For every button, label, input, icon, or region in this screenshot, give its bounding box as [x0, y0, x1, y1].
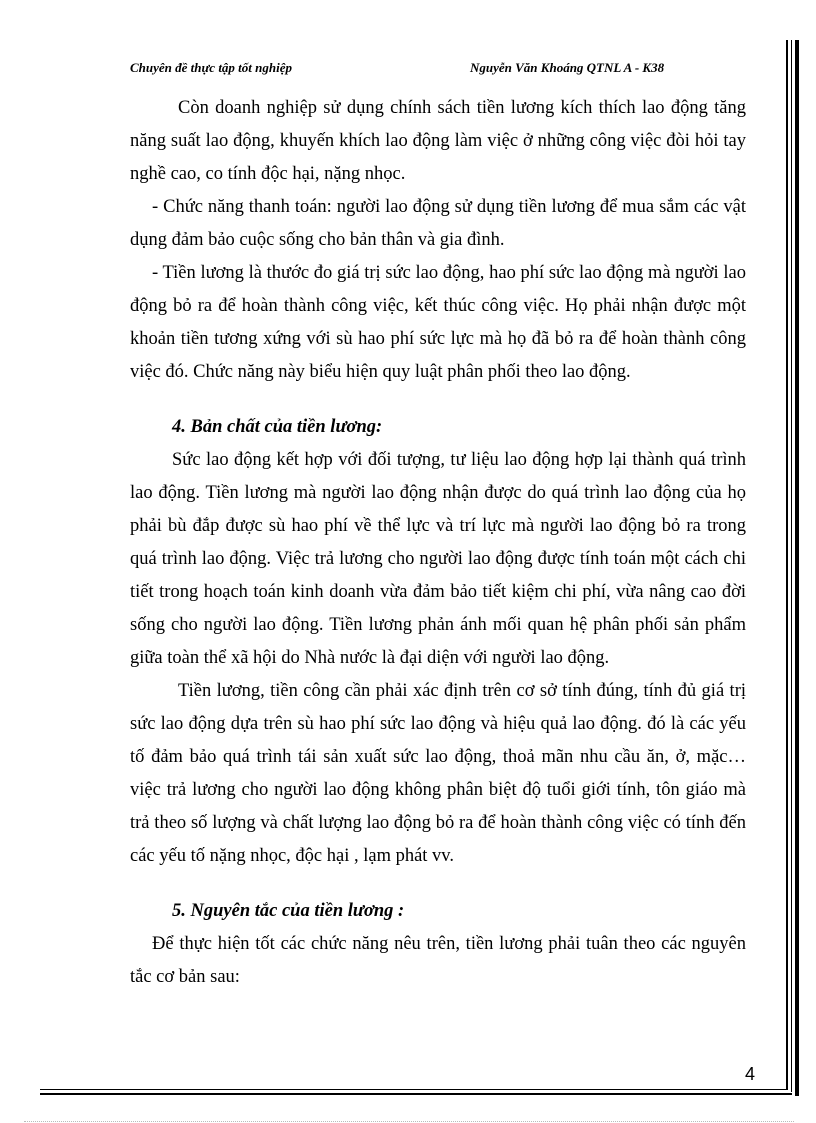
page-border-bottom-2	[40, 1093, 792, 1095]
header-right: Nguyễn Văn Khoáng QTNL A - K38	[470, 60, 665, 75]
spacer	[130, 873, 746, 895]
spacer	[130, 389, 746, 411]
paragraph-4: Sức lao động kết hợp với đối tượng, tư liệu lao động hợp lại thành quá trình lao động. Tiền lương mà người lao động nhận được do quá trình lao động của họ phải bù đắp được sù hao phí về thể lực và trí lực mà người lao động bỏ ra trong quá trình lao động. Việc trả lương cho người lao động được tính toán một cách chi tiết trong hoạch toán kinh doanh vừa đảm bảo tiết kiệm chi phí, vừa nâng cao đời sống cho người lao động. Tiền lương phản ánh mối quan hệ phân phối sản phẩm giữa toàn thể xã hội do Nhà nước là đại diện với người lao động.	[130, 450, 746, 668]
section-heading-4: 4. Bản chất của tiền lương:	[172, 417, 383, 437]
document-body	[130, 92, 746, 994]
paragraph-1: Còn doanh nghiệp sử dụng chính sách tiền lương kích thích lao động tăng năng suất lao động, khuyến khích lao động làm việc ở những công việc đòi hỏi tay nghề cao, co tính độc hại, nặng nhọc.	[130, 98, 746, 184]
page-border-bottom-1	[40, 1089, 788, 1090]
page-border-right-2	[791, 40, 792, 1092]
header-left: Chuyên đề thực tập tốt nghiệp	[130, 60, 292, 75]
page-border-right-3	[795, 40, 799, 1096]
paragraph-3: - Tiền lương là thước đo giá trị sức lao động, hao phí sức lao động mà người lao động bỏ ra để hoàn thành công việc, kết thúc công việc. Họ phải nhận được một khoản tiền tương xứng với sù hao phí sức lực mà họ đã bỏ ra để hoàn thành công việc đó. Chức năng này biểu hiện quy luật phân phối theo lao động.	[130, 263, 746, 382]
paragraph-5: Tiền lương, tiền công cần phải xác định trên cơ sở tính đúng, tính đủ giá trị sức lao động dựa trên sù hao phí sức lao động và hiệu quả lao động. đó là các yếu tố đảm bảo quá trình tái sản xuất sức lao động, thoả mãn nhu cầu ăn, ở, mặc… việc trả lương cho người lao động không phân biệt độ tuổi giới tính, tôn giáo mà trả theo số lượng và chất lượng lao động bỏ ra để hoàn thành công việc có tính đến các yếu tố nặng nhọc, độc hại , lạm phát vv.	[130, 681, 746, 866]
section-heading-5: 5. Nguyên tắc của tiền lương :	[172, 901, 405, 921]
page-number: 4	[745, 1064, 756, 1084]
page-edge-dotted-line	[24, 1121, 794, 1122]
paragraph-6: Để thực hiện tốt các chức năng nêu trên, tiền lương phải tuân theo các nguyên tắc cơ bản sau:	[130, 934, 746, 987]
paragraph-2: - Chức năng thanh toán: người lao động sử dụng tiền lương để mua sắm các vật dụng đảm bảo cuộc sống cho bản thân và gia đình.	[130, 197, 746, 250]
page-border-right-1	[786, 40, 788, 1090]
